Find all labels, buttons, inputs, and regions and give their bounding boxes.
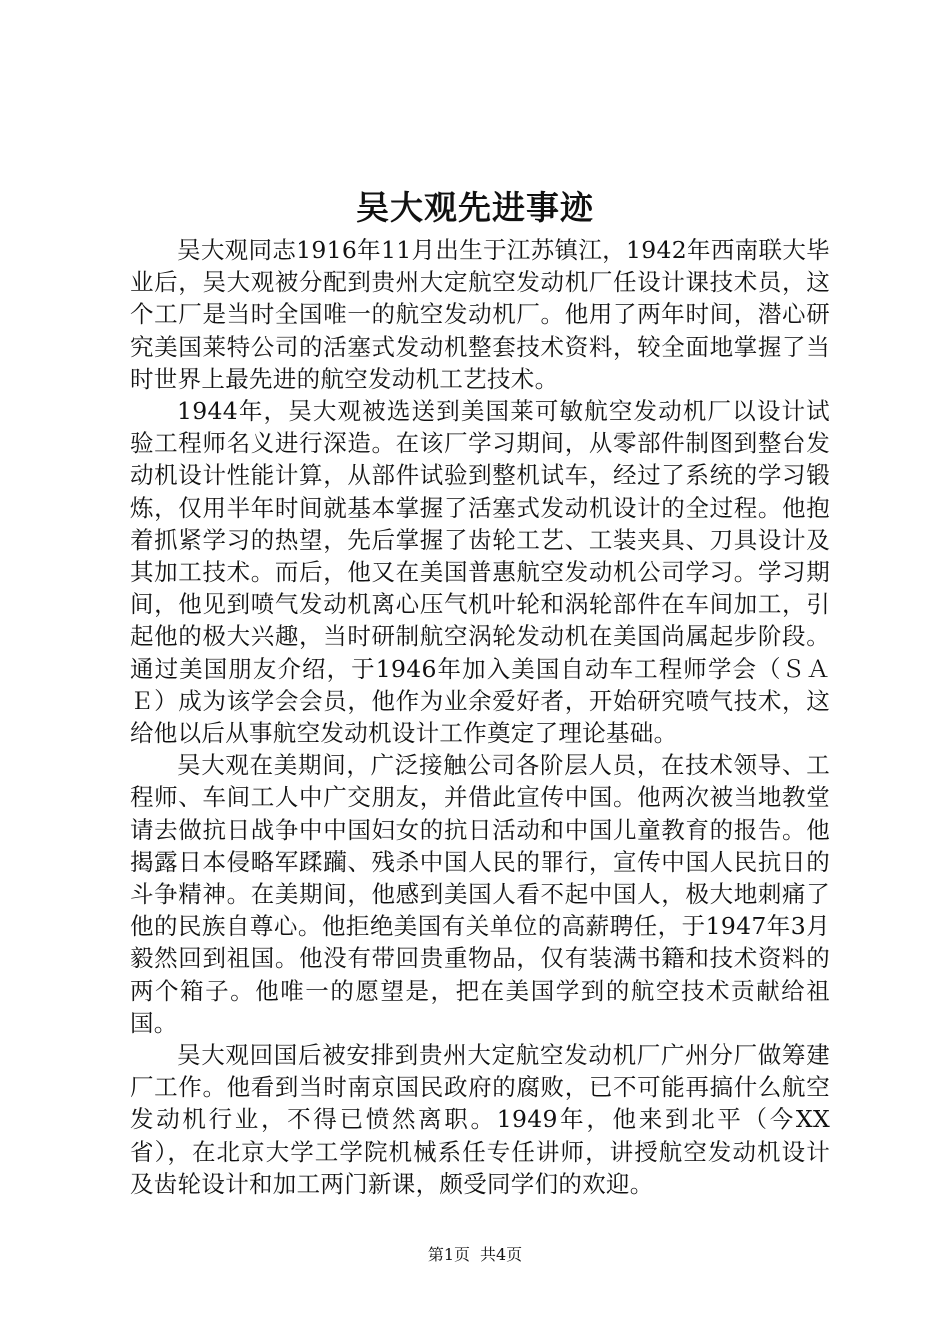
document-title: 吴大观先进事迹 [356, 188, 594, 227]
paragraph: 吴大观回国后被安排到贵州大定航空发动机厂广州分厂做筹建厂工作。他看到当时南京国民政府的腐败，已不可能再搞什么航空发动机行业，不得已愤然离职。1949年，他来到北平（今XX省），在北京大学工学院机械系任专任讲师，讲授航空发动机设计及齿轮设计和加工两门新课，颇受同学们的欢迎。 [130, 1041, 830, 1198]
page-total: 共4页 [480, 1245, 523, 1264]
document-body [130, 234, 830, 1200]
paragraph: 1944年，吴大观被选送到美国莱可敏航空发动机厂以设计试验工程师名义进行深造。在该厂学习期间，从零部件制图到整台发动机设计性能计算，从部件试验到整机试车，经过了系统的学习锻炼，仅用半年时间就基本掌握了活塞式发动机设计的全过程。他抱着抓紧学习的热望，先后掌握了齿轮工艺、工装夹具、刀具设计及其加工技术。而后，他又在美国普惠航空发动机公司学习。学习期间，他见到喷气发动机离心压气机叶轮和涡轮部件在车间加工，引起他的极大兴趣，当时研制航空涡轮发动机在美国尚属起步阶段。通过美国朋友介绍，于1946年加入美国自动车工程师学会（ＳＡＥ）成为该学会会员，他作为业余爱好者，开始研究喷气技术，这给他以后从事航空发动机设计工作奠定了理论基础。 [130, 397, 830, 748]
page-number: 第1页 [427, 1245, 470, 1264]
page-footer [0, 1244, 950, 1266]
paragraph: 吴大观在美期间，广泛接触公司各阶层人员，在技术领导、工程师、车间工人中广交朋友，并借此宣传中国。他两次被当地教堂请去做抗日战争中中国妇女的抗日活动和中国儿童教育的报告。他揭露日本侵略军蹂躏、残杀中国人民的罪行，宣传中国人民抗日的斗争精神。在美期间，他感到美国人看不起中国人，极大地刺痛了他的民族自尊心。他拒绝美国有关单位的高薪聘任，于1947年3月毅然回到祖国。他没有带回贵重物品，仅有装满书籍和技术资料的两个箱子。他唯一的愿望是，把在美国学到的航空技术贡献给祖国。 [130, 751, 830, 1037]
paragraph: 吴大观同志1916年11月出生于江苏镇江，1942年西南联大毕业后，吴大观被分配到贵州大定航空发动机厂任设计课技术员，这个工厂是当时全国唯一的航空发动机厂。他用了两年时间，潜心研究美国莱特公司的活塞式发动机整套技术资料，较全面地掌握了当时世界上最先进的航空发动机工艺技术。 [130, 236, 830, 393]
